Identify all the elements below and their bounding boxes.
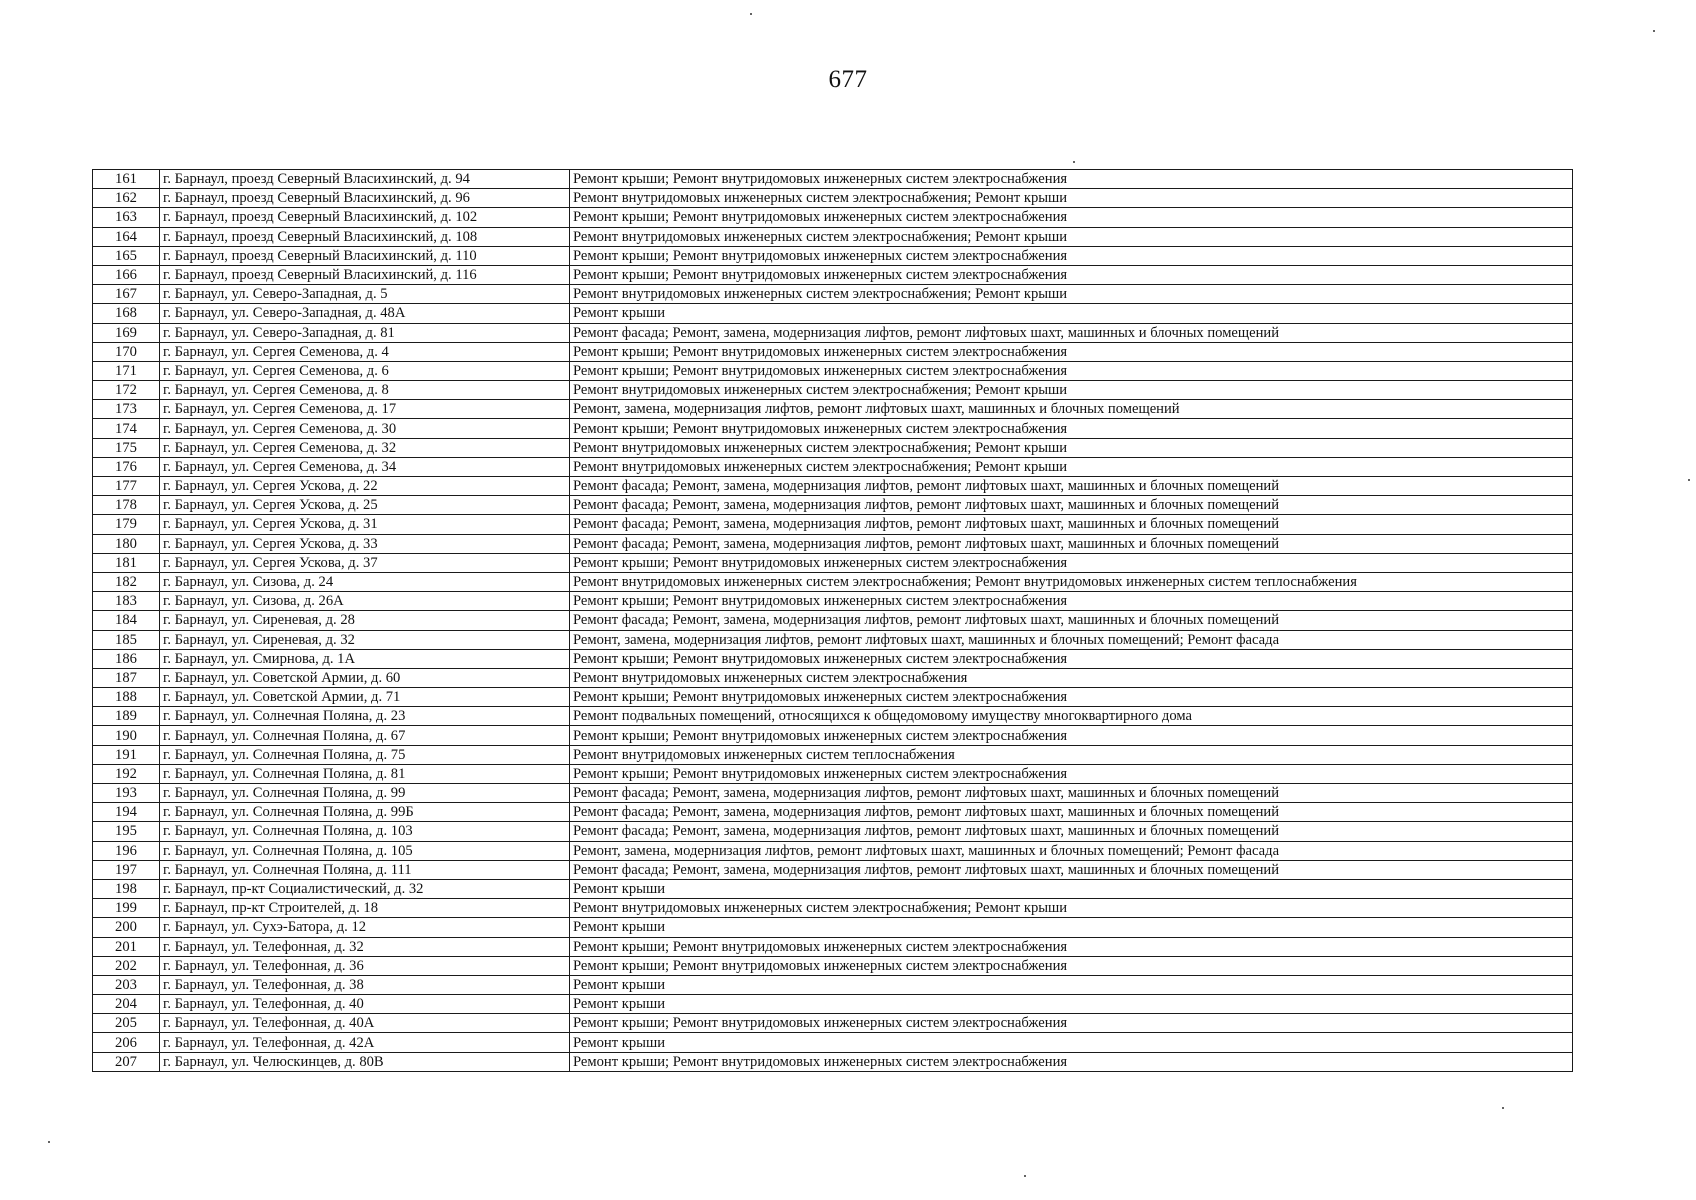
works-cell: Ремонт крыши	[570, 1033, 1573, 1052]
row-number-cell: 179	[93, 515, 160, 534]
table-row	[93, 227, 1573, 246]
table-row	[93, 265, 1573, 284]
row-number-cell: 200	[93, 918, 160, 937]
table-row	[93, 803, 1573, 822]
table-row	[93, 879, 1573, 898]
row-number-cell: 163	[93, 208, 160, 227]
table-row	[93, 1014, 1573, 1033]
table-row	[93, 515, 1573, 534]
table-row	[93, 189, 1573, 208]
works-cell: Ремонт крыши; Ремонт внутридомовых инженерных систем электроснабжения	[570, 265, 1573, 284]
table-row	[93, 170, 1573, 189]
address-cell: г. Барнаул, ул. Челюскинцев, д. 80В	[160, 1052, 570, 1071]
table-row	[93, 1033, 1573, 1052]
address-cell: г. Барнаул, ул. Северо-Западная, д. 5	[160, 285, 570, 304]
table-row	[93, 822, 1573, 841]
works-cell: Ремонт крыши; Ремонт внутридомовых инженерных систем электроснабжения	[570, 649, 1573, 668]
address-cell: г. Барнаул, ул. Солнечная Поляна, д. 99Б	[160, 803, 570, 822]
row-number-cell: 207	[93, 1052, 160, 1071]
works-cell: Ремонт крыши; Ремонт внутридомовых инженерных систем электроснабжения	[570, 342, 1573, 361]
row-number-cell: 189	[93, 707, 160, 726]
row-number-cell: 181	[93, 553, 160, 572]
works-cell: Ремонт фасада; Ремонт, замена, модернизация лифтов, ремонт лифтовых шахт, машинных и блочных помещений	[570, 534, 1573, 553]
table-row	[93, 956, 1573, 975]
works-cell: Ремонт фасада; Ремонт, замена, модернизация лифтов, ремонт лифтовых шахт, машинных и блочных помещений	[570, 323, 1573, 342]
address-cell: г. Барнаул, ул. Сиреневая, д. 32	[160, 630, 570, 649]
table-row	[93, 246, 1573, 265]
table-row	[93, 381, 1573, 400]
table-row	[93, 208, 1573, 227]
works-cell: Ремонт крыши	[570, 975, 1573, 994]
table-row	[93, 592, 1573, 611]
address-cell: г. Барнаул, ул. Солнечная Поляна, д. 67	[160, 726, 570, 745]
address-cell: г. Барнаул, ул. Телефонная, д. 40	[160, 995, 570, 1014]
scan-speck	[1073, 161, 1075, 163]
table-row	[93, 1052, 1573, 1071]
address-cell: г. Барнаул, ул. Северо-Западная, д. 48А	[160, 304, 570, 323]
address-cell: г. Барнаул, проезд Северный Власихинский, д. 94	[160, 170, 570, 189]
works-cell: Ремонт крыши; Ремонт внутридомовых инженерных систем электроснабжения	[570, 170, 1573, 189]
row-number-cell: 175	[93, 438, 160, 457]
table-row	[93, 899, 1573, 918]
row-number-cell: 199	[93, 899, 160, 918]
address-cell: г. Барнаул, проезд Северный Власихинский, д. 108	[160, 227, 570, 246]
table-row	[93, 649, 1573, 668]
row-number-cell: 197	[93, 860, 160, 879]
works-cell: Ремонт крыши	[570, 918, 1573, 937]
row-number-cell: 180	[93, 534, 160, 553]
row-number-cell: 196	[93, 841, 160, 860]
works-cell: Ремонт подвальных помещений, относящихся к общедомовому имуществу многоквартирного дома	[570, 707, 1573, 726]
row-number-cell: 161	[93, 170, 160, 189]
table-row	[93, 726, 1573, 745]
table-row	[93, 707, 1573, 726]
works-cell: Ремонт крыши; Ремонт внутридомовых инженерных систем электроснабжения	[570, 361, 1573, 380]
row-number-cell: 190	[93, 726, 160, 745]
address-cell: г. Барнаул, проезд Северный Власихинский, д. 96	[160, 189, 570, 208]
works-cell: Ремонт внутридомовых инженерных систем электроснабжения; Ремонт крыши	[570, 285, 1573, 304]
address-cell: г. Барнаул, ул. Сергея Ускова, д. 31	[160, 515, 570, 534]
scan-speck	[48, 1141, 50, 1143]
row-number-cell: 201	[93, 937, 160, 956]
works-cell: Ремонт, замена, модернизация лифтов, ремонт лифтовых шахт, машинных и блочных помещений; Ремонт фасада	[570, 841, 1573, 860]
address-cell: г. Барнаул, ул. Солнечная Поляна, д. 81	[160, 764, 570, 783]
row-number-cell: 172	[93, 381, 160, 400]
works-cell: Ремонт внутридомовых инженерных систем электроснабжения; Ремонт крыши	[570, 381, 1573, 400]
works-cell: Ремонт крыши	[570, 304, 1573, 323]
works-cell: Ремонт крыши; Ремонт внутридомовых инженерных систем электроснабжения	[570, 208, 1573, 227]
scan-speck	[1502, 1107, 1504, 1109]
table-row	[93, 995, 1573, 1014]
row-number-cell: 191	[93, 745, 160, 764]
address-cell: г. Барнаул, ул. Сергея Семенова, д. 8	[160, 381, 570, 400]
address-cell: г. Барнаул, ул. Солнечная Поляна, д. 99	[160, 784, 570, 803]
row-number-cell: 177	[93, 477, 160, 496]
row-number-cell: 195	[93, 822, 160, 841]
table-row	[93, 572, 1573, 591]
address-cell: г. Барнаул, ул. Сергея Ускова, д. 33	[160, 534, 570, 553]
works-cell: Ремонт крыши; Ремонт внутридомовых инженерных систем электроснабжения	[570, 956, 1573, 975]
address-cell: г. Барнаул, ул. Солнечная Поляна, д. 103	[160, 822, 570, 841]
address-cell: г. Барнаул, ул. Сизова, д. 24	[160, 572, 570, 591]
scan-speck	[750, 13, 752, 15]
row-number-cell: 194	[93, 803, 160, 822]
row-number-cell: 193	[93, 784, 160, 803]
table-row	[93, 860, 1573, 879]
row-number-cell: 205	[93, 1014, 160, 1033]
table-row	[93, 342, 1573, 361]
address-cell: г. Барнаул, ул. Телефонная, д. 40А	[160, 1014, 570, 1033]
row-number-cell: 171	[93, 361, 160, 380]
works-cell: Ремонт крыши; Ремонт внутридомовых инженерных систем электроснабжения	[570, 688, 1573, 707]
address-cell: г. Барнаул, проезд Северный Власихинский, д. 116	[160, 265, 570, 284]
address-cell: г. Барнаул, ул. Солнечная Поляна, д. 23	[160, 707, 570, 726]
row-number-cell: 182	[93, 572, 160, 591]
works-cell: Ремонт внутридомовых инженерных систем электроснабжения; Ремонт крыши	[570, 438, 1573, 457]
address-cell: г. Барнаул, ул. Сергея Семенова, д. 30	[160, 419, 570, 438]
address-cell: г. Барнаул, ул. Сергея Ускова, д. 37	[160, 553, 570, 572]
table-row	[93, 975, 1573, 994]
works-cell: Ремонт внутридомовых инженерных систем теплоснабжения	[570, 745, 1573, 764]
address-cell: г. Барнаул, ул. Телефонная, д. 32	[160, 937, 570, 956]
works-cell: Ремонт фасада; Ремонт, замена, модернизация лифтов, ремонт лифтовых шахт, машинных и блочных помещений	[570, 822, 1573, 841]
address-cell: г. Барнаул, ул. Сиреневая, д. 28	[160, 611, 570, 630]
row-number-cell: 202	[93, 956, 160, 975]
row-number-cell: 176	[93, 457, 160, 476]
address-cell: г. Барнаул, пр-кт Социалистический, д. 32	[160, 879, 570, 898]
row-number-cell: 164	[93, 227, 160, 246]
row-number-cell: 162	[93, 189, 160, 208]
scan-speck	[1653, 30, 1655, 32]
table-row	[93, 457, 1573, 476]
scan-speck	[1688, 479, 1690, 481]
row-number-cell: 169	[93, 323, 160, 342]
works-cell: Ремонт фасада; Ремонт, замена, модернизация лифтов, ремонт лифтовых шахт, машинных и блочных помещений	[570, 611, 1573, 630]
works-cell: Ремонт, замена, модернизация лифтов, ремонт лифтовых шахт, машинных и блочных помещений	[570, 400, 1573, 419]
row-number-cell: 168	[93, 304, 160, 323]
table-row	[93, 534, 1573, 553]
row-number-cell: 166	[93, 265, 160, 284]
table-body	[93, 170, 1573, 1072]
table-row	[93, 688, 1573, 707]
table-row	[93, 304, 1573, 323]
row-number-cell: 184	[93, 611, 160, 630]
address-cell: г. Барнаул, ул. Солнечная Поляна, д. 105	[160, 841, 570, 860]
address-cell: г. Барнаул, пр-кт Строителей, д. 18	[160, 899, 570, 918]
table-row	[93, 285, 1573, 304]
address-cell: г. Барнаул, проезд Северный Власихинский, д. 102	[160, 208, 570, 227]
row-number-cell: 178	[93, 496, 160, 515]
table-row	[93, 553, 1573, 572]
row-number-cell: 198	[93, 879, 160, 898]
address-cell: г. Барнаул, ул. Сухэ-Батора, д. 12	[160, 918, 570, 937]
works-cell: Ремонт внутридомовых инженерных систем электроснабжения	[570, 668, 1573, 687]
works-cell: Ремонт крыши; Ремонт внутридомовых инженерных систем электроснабжения	[570, 553, 1573, 572]
works-cell: Ремонт внутридомовых инженерных систем электроснабжения; Ремонт крыши	[570, 189, 1573, 208]
row-number-cell: 203	[93, 975, 160, 994]
row-number-cell: 173	[93, 400, 160, 419]
row-number-cell: 174	[93, 419, 160, 438]
table-row	[93, 400, 1573, 419]
works-cell: Ремонт фасада; Ремонт, замена, модернизация лифтов, ремонт лифтовых шахт, машинных и блочных помещений	[570, 496, 1573, 515]
works-cell: Ремонт внутридомовых инженерных систем электроснабжения; Ремонт крыши	[570, 227, 1573, 246]
address-cell: г. Барнаул, ул. Сергея Ускова, д. 25	[160, 496, 570, 515]
address-cell: г. Барнаул, ул. Сергея Семенова, д. 6	[160, 361, 570, 380]
repair-table	[92, 169, 1573, 1072]
table-row	[93, 496, 1573, 515]
works-cell: Ремонт внутридомовых инженерных систем электроснабжения; Ремонт внутридомовых инженерных систем теплоснабжения	[570, 572, 1573, 591]
works-cell: Ремонт крыши	[570, 879, 1573, 898]
row-number-cell: 170	[93, 342, 160, 361]
table-row	[93, 611, 1573, 630]
page-number: 677	[828, 66, 868, 93]
table-row	[93, 668, 1573, 687]
works-cell: Ремонт крыши; Ремонт внутридомовых инженерных систем электроснабжения	[570, 1014, 1573, 1033]
works-cell: Ремонт фасада; Ремонт, замена, модернизация лифтов, ремонт лифтовых шахт, машинных и блочных помещений	[570, 477, 1573, 496]
table-row	[93, 361, 1573, 380]
address-cell: г. Барнаул, ул. Телефонная, д. 36	[160, 956, 570, 975]
address-cell: г. Барнаул, ул. Северо-Западная, д. 81	[160, 323, 570, 342]
works-cell: Ремонт крыши; Ремонт внутридомовых инженерных систем электроснабжения	[570, 1052, 1573, 1071]
address-cell: г. Барнаул, ул. Сергея Семенова, д. 4	[160, 342, 570, 361]
row-number-cell: 192	[93, 764, 160, 783]
works-cell: Ремонт фасада; Ремонт, замена, модернизация лифтов, ремонт лифтовых шахт, машинных и блочных помещений	[570, 515, 1573, 534]
table-row	[93, 438, 1573, 457]
address-cell: г. Барнаул, ул. Солнечная Поляна, д. 111	[160, 860, 570, 879]
row-number-cell: 165	[93, 246, 160, 265]
table-row	[93, 630, 1573, 649]
table-row	[93, 841, 1573, 860]
row-number-cell: 188	[93, 688, 160, 707]
address-cell: г. Барнаул, ул. Сергея Семенова, д. 32	[160, 438, 570, 457]
address-cell: г. Барнаул, проезд Северный Власихинский, д. 110	[160, 246, 570, 265]
table-row	[93, 784, 1573, 803]
works-cell: Ремонт внутридомовых инженерных систем электроснабжения; Ремонт крыши	[570, 899, 1573, 918]
address-cell: г. Барнаул, ул. Сергея Семенова, д. 34	[160, 457, 570, 476]
works-cell: Ремонт крыши; Ремонт внутридомовых инженерных систем электроснабжения	[570, 764, 1573, 783]
table-row	[93, 918, 1573, 937]
table-row	[93, 323, 1573, 342]
works-cell: Ремонт крыши; Ремонт внутридомовых инженерных систем электроснабжения	[570, 937, 1573, 956]
table-row	[93, 419, 1573, 438]
row-number-cell: 187	[93, 668, 160, 687]
works-cell: Ремонт крыши	[570, 995, 1573, 1014]
row-number-cell: 167	[93, 285, 160, 304]
address-cell: г. Барнаул, ул. Сергея Семенова, д. 17	[160, 400, 570, 419]
address-cell: г. Барнаул, ул. Сизова, д. 26А	[160, 592, 570, 611]
works-cell: Ремонт фасада; Ремонт, замена, модернизация лифтов, ремонт лифтовых шахт, машинных и блочных помещений	[570, 860, 1573, 879]
works-cell: Ремонт, замена, модернизация лифтов, ремонт лифтовых шахт, машинных и блочных помещений; Ремонт фасада	[570, 630, 1573, 649]
table-row	[93, 477, 1573, 496]
address-cell: г. Барнаул, ул. Советской Армии, д. 60	[160, 668, 570, 687]
works-cell: Ремонт фасада; Ремонт, замена, модернизация лифтов, ремонт лифтовых шахт, машинных и блочных помещений	[570, 784, 1573, 803]
address-cell: г. Барнаул, ул. Советской Армии, д. 71	[160, 688, 570, 707]
table-row	[93, 745, 1573, 764]
address-cell: г. Барнаул, ул. Смирнова, д. 1А	[160, 649, 570, 668]
row-number-cell: 183	[93, 592, 160, 611]
row-number-cell: 185	[93, 630, 160, 649]
address-cell: г. Барнаул, ул. Телефонная, д. 42А	[160, 1033, 570, 1052]
row-number-cell: 186	[93, 649, 160, 668]
works-cell: Ремонт фасада; Ремонт, замена, модернизация лифтов, ремонт лифтовых шахт, машинных и блочных помещений	[570, 803, 1573, 822]
works-cell: Ремонт крыши; Ремонт внутридомовых инженерных систем электроснабжения	[570, 726, 1573, 745]
row-number-cell: 206	[93, 1033, 160, 1052]
works-cell: Ремонт крыши; Ремонт внутридомовых инженерных систем электроснабжения	[570, 246, 1573, 265]
address-cell: г. Барнаул, ул. Солнечная Поляна, д. 75	[160, 745, 570, 764]
table-row	[93, 764, 1573, 783]
address-cell: г. Барнаул, ул. Сергея Ускова, д. 22	[160, 477, 570, 496]
works-cell: Ремонт крыши; Ремонт внутридомовых инженерных систем электроснабжения	[570, 592, 1573, 611]
works-cell: Ремонт крыши; Ремонт внутридомовых инженерных систем электроснабжения	[570, 419, 1573, 438]
table-row	[93, 937, 1573, 956]
repair-table-container	[92, 169, 1572, 1072]
address-cell: г. Барнаул, ул. Телефонная, д. 38	[160, 975, 570, 994]
scan-speck	[1024, 1175, 1026, 1177]
works-cell: Ремонт внутридомовых инженерных систем электроснабжения; Ремонт крыши	[570, 457, 1573, 476]
row-number-cell: 204	[93, 995, 160, 1014]
